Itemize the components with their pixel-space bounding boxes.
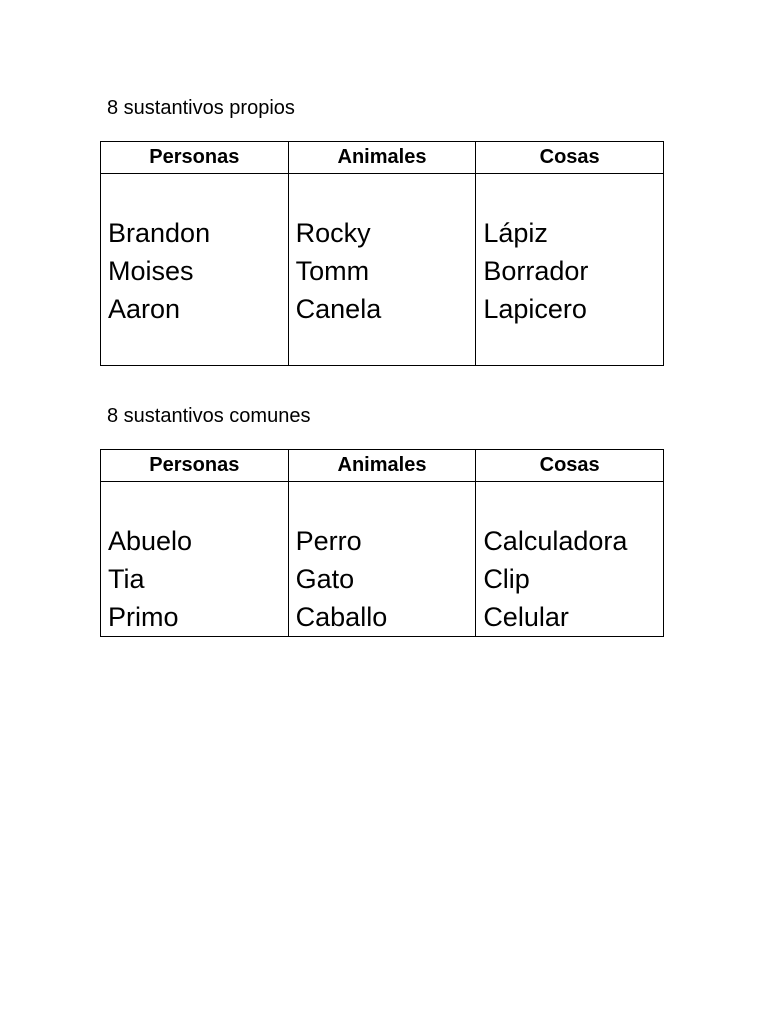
cell-cosas — [476, 174, 664, 366]
list-item: Moises — [108, 256, 194, 286]
header-cosas: Cosas — [476, 450, 664, 482]
list-item: Celular — [483, 602, 569, 632]
list-item: Canela — [295, 294, 382, 324]
header-cosas: Cosas — [476, 142, 664, 174]
cell-animales — [288, 482, 476, 637]
list-item: Tia — [108, 564, 145, 594]
list-item: Caballo — [295, 602, 388, 632]
list-item: Aaron — [108, 294, 181, 324]
cell-animales — [288, 174, 476, 366]
list-item: Borrador — [483, 256, 589, 286]
list-item: Calculadora — [483, 526, 628, 556]
section-title-propios: 8 sustantivos propios — [107, 97, 295, 119]
list-item: Tomm — [295, 256, 370, 286]
header-animales: Animales — [288, 450, 476, 482]
table-header-row — [101, 450, 664, 482]
table-row — [101, 482, 664, 637]
list-item: Brandon — [108, 218, 211, 248]
list-item: Lapicero — [483, 294, 587, 324]
cell-personas — [101, 482, 289, 637]
list-item: Gato — [295, 564, 355, 594]
list-item: Perro — [295, 526, 362, 556]
table-comunes — [100, 449, 664, 637]
list-item: Lápiz — [483, 218, 548, 248]
header-personas: Personas — [101, 450, 289, 482]
table-propios — [100, 141, 664, 366]
table-header-row — [101, 142, 664, 174]
cell-cosas — [476, 482, 664, 637]
list-item: Primo — [108, 602, 179, 632]
header-personas: Personas — [101, 142, 289, 174]
header-animales: Animales — [288, 142, 476, 174]
list-item: Clip — [483, 564, 530, 594]
cell-personas — [101, 174, 289, 366]
list-item: Abuelo — [108, 526, 193, 556]
table-row — [101, 174, 664, 366]
section-title-comunes: 8 sustantivos comunes — [107, 405, 311, 427]
list-item: Rocky — [295, 218, 371, 248]
